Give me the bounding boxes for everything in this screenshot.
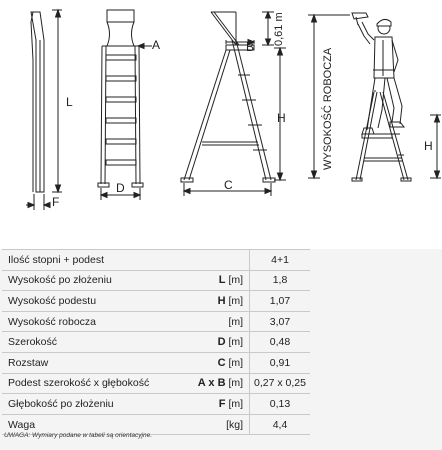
spec-symbol: H <box>217 294 226 307</box>
dim-label-L: L <box>66 95 73 109</box>
open-side-view <box>181 12 286 196</box>
dim-label-D: D <box>116 181 125 195</box>
table-note: UWAGA: Wymiary podane w tabeli są orientacyjne. <box>4 432 152 439</box>
worker-ladder <box>352 90 411 181</box>
dim-label-F: F <box>52 195 60 209</box>
table-row <box>2 250 310 271</box>
dim-label-working-height: WYSOKOŚĆ ROBOCZA <box>322 47 334 170</box>
spec-name: Głębokość po złożeniu <box>2 394 180 415</box>
spec-symbol-unit <box>180 250 250 271</box>
spec-unit: [m] <box>228 274 244 287</box>
table-row <box>2 311 310 332</box>
working-height-view <box>308 13 441 181</box>
spec-symbol: F <box>218 397 226 410</box>
spec-symbol-unit <box>180 373 250 394</box>
spec-value: 3,07 <box>250 311 310 332</box>
spec-name: Rozstaw <box>2 352 180 373</box>
spec-symbol: C <box>217 356 226 369</box>
spec-unit: [m] <box>228 336 244 349</box>
table-row <box>2 291 310 312</box>
spec-value: 4,4 <box>250 414 310 435</box>
spec-name: Ilość stopni + podest <box>2 250 180 271</box>
spec-name: Wysokość podestu <box>2 291 180 312</box>
dim-label-B: B <box>246 40 255 54</box>
spec-symbol-unit <box>180 270 250 291</box>
dim-label-C: C <box>224 178 233 192</box>
spec-name: Waga <box>2 414 180 435</box>
spec-value: 1,07 <box>250 291 310 312</box>
spec-symbol: A x B <box>197 377 226 390</box>
dim-label-H-front: H <box>277 111 286 125</box>
spec-symbol-unit <box>180 414 250 435</box>
spec-value: 0,13 <box>250 394 310 415</box>
dim-label-A: A <box>152 38 161 52</box>
spec-value: 4+1 <box>250 250 310 271</box>
front-view <box>98 10 160 200</box>
table-row <box>2 332 310 353</box>
spec-name: Wysokość po złożeniu <box>2 270 180 291</box>
spec-name: Szerokość <box>2 332 180 353</box>
spec-value: 1,8 <box>250 270 310 291</box>
spec-unit: [m] <box>228 377 244 390</box>
dim-label-H-worker: H <box>424 139 433 153</box>
spec-name: Wysokość robocza <box>2 311 180 332</box>
dim-label-061: 0,61 m <box>273 12 285 46</box>
spec-unit: [kg] <box>226 418 244 431</box>
spec-unit: [m] <box>228 356 244 369</box>
worker-figure <box>352 13 404 134</box>
spec-symbol-unit <box>180 352 250 373</box>
spec-symbol: L <box>218 274 226 287</box>
folded-side-view <box>26 10 73 210</box>
spec-unit: [m] <box>228 315 244 328</box>
ladder-technical-drawing <box>0 0 442 220</box>
spec-table-panel <box>0 249 442 450</box>
spec-symbol-unit <box>180 332 250 353</box>
spec-name: Podest szerokość x głębokość <box>2 373 180 394</box>
spec-unit: [m] <box>228 294 244 307</box>
spec-value: 0,27 x 0,25 <box>250 373 310 394</box>
spec-value: 0,48 <box>250 332 310 353</box>
spec-symbol-unit <box>180 311 250 332</box>
spec-value: 0,91 <box>250 352 310 373</box>
spec-table <box>2 249 310 435</box>
spec-symbol: D <box>217 336 226 349</box>
table-row <box>2 352 310 373</box>
table-row <box>2 270 310 291</box>
spec-unit: [m] <box>228 397 244 410</box>
table-row <box>2 373 310 394</box>
spec-symbol-unit <box>180 394 250 415</box>
spec-symbol-unit <box>180 291 250 312</box>
table-row <box>2 394 310 415</box>
